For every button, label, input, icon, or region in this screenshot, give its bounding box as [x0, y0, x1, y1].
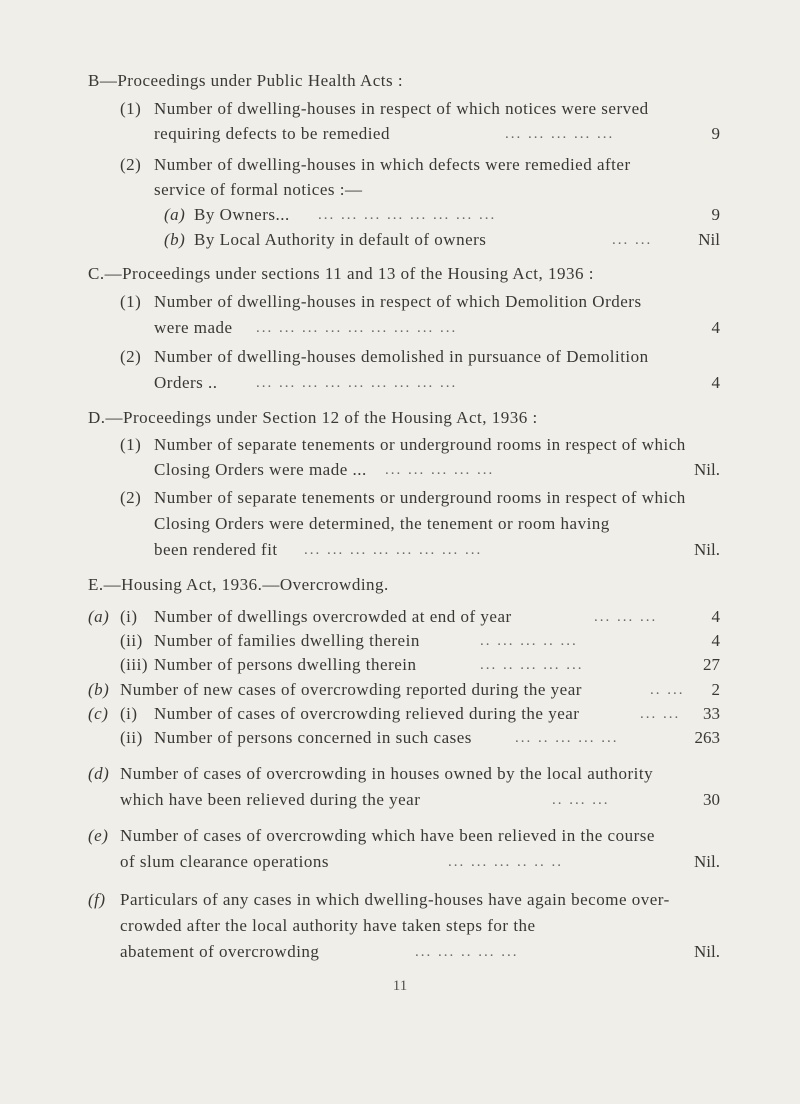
section-e-a-iii-value: 27: [703, 655, 720, 674]
leader-dots: ... ... ... ... ... ... ... ...: [318, 207, 497, 223]
item-label: (2): [120, 155, 142, 174]
section-c-item1-value: 4: [711, 318, 720, 337]
section-e-c-ii: [120, 727, 472, 749]
section-e-f: [88, 889, 670, 911]
section-e-a-i: [88, 606, 512, 628]
section-b-item2-a: [164, 204, 290, 226]
leader-dots: ... ... ...: [594, 609, 658, 625]
item-text: By Owners...: [194, 205, 290, 224]
section-d-item2-line2: Closing Orders were determined, the tenement or room having: [154, 514, 610, 533]
section-c-item1: [120, 291, 642, 313]
section-d-item2: [120, 487, 686, 509]
section-b-item1: [120, 98, 649, 120]
leader-dots: ... ... ... ... ...: [385, 462, 495, 478]
leader-dots: ... ...: [612, 232, 653, 248]
item-text: Number of new cases of overcrowding reported during the year: [120, 680, 582, 699]
item-label: (e): [88, 826, 109, 845]
section-e-c-ii-value: 263: [694, 728, 720, 747]
section-d-item1-line2: Closing Orders were made ...: [154, 460, 367, 479]
leader-dots: .. ... ... .. ...: [480, 633, 578, 649]
section-e-d-value: 30: [703, 790, 720, 809]
sub-label: (i): [120, 704, 138, 723]
sub-label: (i): [120, 607, 138, 626]
item-label: (a): [164, 205, 186, 224]
section-d-heading: D.—Proceedings under Section 12 of the Housing Act, 1936 :: [88, 408, 538, 427]
section-e-d-line2: which have been relieved during the year: [120, 790, 421, 809]
section-e-c-i-value: 33: [703, 704, 720, 723]
section-c-item2-line2: Orders ..: [154, 373, 218, 392]
section-b-item2-b: [164, 229, 486, 251]
section-d-item1-value: Nil.: [694, 460, 720, 479]
leader-dots: .. ... ...: [552, 792, 610, 808]
section-e-b: [88, 679, 582, 701]
section-c-item2-value: 4: [711, 373, 720, 392]
item-label: (1): [120, 292, 142, 311]
item-text: Number of persons concerned in such cases: [154, 728, 472, 747]
section-e-a-ii: [120, 630, 420, 652]
leader-dots: ... ... ... .. .. ..: [448, 854, 563, 870]
section-e-d: [88, 763, 653, 785]
section-e-b-value: 2: [711, 680, 720, 699]
item-label: (2): [120, 347, 142, 366]
section-e-e: [88, 825, 655, 847]
section-d-item2-line3: been rendered fit: [154, 540, 278, 559]
item-text: Number of dwelling-houses in respect of which notices were served: [154, 99, 649, 118]
section-c-item1-line2: were made: [154, 318, 233, 337]
section-c-item2: [120, 346, 649, 368]
item-text: Number of dwelling-houses in which defects were remedied after: [154, 155, 631, 174]
section-b-item2-a-value: 9: [711, 205, 720, 224]
leader-dots: ... .. ... ... ...: [515, 730, 619, 746]
item-text: Number of dwellings overcrowded at end of year: [154, 607, 512, 626]
leader-dots: ... ... ... ... ... ... ... ... ...: [256, 375, 458, 391]
item-label: (f): [88, 890, 106, 909]
item-text: Number of cases of overcrowding which have been relieved in the course: [120, 826, 655, 845]
item-text: Number of persons dwelling therein: [154, 655, 417, 674]
leader-dots: ... ... ... ... ... ... ... ...: [304, 542, 483, 558]
section-e-a-i-value: 4: [711, 607, 720, 626]
section-e-f-line2: crowded after the local authority have taken steps for the: [120, 916, 536, 935]
leader-dots: ... ... .. ... ...: [415, 944, 519, 960]
item-label: (2): [120, 488, 142, 507]
section-e-f-value: Nil.: [694, 942, 720, 961]
item-label: (b): [164, 230, 186, 249]
section-c-heading: C.—Proceedings under sections 11 and 13 of the Housing Act, 1936 :: [88, 264, 594, 283]
section-e-a-ii-value: 4: [711, 631, 720, 650]
item-text: Particulars of any cases in which dwelling-houses have again become over-: [120, 890, 670, 909]
sub-label: (ii): [120, 728, 143, 747]
section-e-e-line2: of slum clearance operations: [120, 852, 329, 871]
section-d-item1: [120, 434, 686, 456]
item-label: (b): [88, 680, 110, 699]
leader-dots: .. ...: [650, 682, 685, 698]
section-e-heading: E.—Housing Act, 1936.—Overcrowding.: [88, 575, 389, 594]
item-text: Number of separate tenements or underground rooms in respect of which: [154, 488, 686, 507]
sub-label: (iii): [120, 655, 148, 674]
section-b-item2-line2: service of formal notices :—: [154, 180, 363, 199]
item-label: (1): [120, 99, 142, 118]
section-b-item1-line2: requiring defects to be remedied: [154, 124, 390, 143]
section-e-a-iii: [120, 654, 417, 676]
item-text: Number of cases of overcrowding in houses owned by the local authority: [120, 764, 654, 783]
page-number: 11: [392, 978, 408, 994]
leader-dots: ... ...: [640, 706, 681, 722]
section-b-heading: B—Proceedings under Public Health Acts :: [88, 71, 404, 90]
item-text: Number of cases of overcrowding relieved during the year: [154, 704, 580, 723]
item-label: (1): [120, 435, 142, 454]
item-text: Number of separate tenements or underground rooms in respect of which: [154, 435, 686, 454]
section-e-c-i: [88, 703, 579, 725]
leader-dots: ... .. ... ... ...: [480, 657, 584, 673]
item-label: (d): [88, 764, 110, 783]
section-e-e-value: Nil.: [694, 852, 720, 871]
item-label: (a): [88, 607, 110, 626]
leader-dots: ... ... ... ... ... ... ... ... ...: [256, 320, 458, 336]
section-b-item1-value: 9: [711, 124, 720, 143]
item-text: By Local Authority in default of owners: [194, 230, 487, 249]
section-b-item2-b-value: Nil: [698, 230, 720, 249]
sub-label: (ii): [120, 631, 143, 650]
item-text: Number of dwelling-houses in respect of which Demolition Orders: [154, 292, 642, 311]
section-b-item2: [120, 154, 631, 176]
section-e-f-line3: abatement of overcrowding: [120, 942, 320, 961]
item-text: Number of dwelling-houses demolished in pursuance of Demolition: [154, 347, 649, 366]
item-label: (c): [88, 704, 109, 723]
item-text: Number of families dwelling therein: [154, 631, 420, 650]
section-d-item2-value: Nil.: [694, 540, 720, 559]
leader-dots: ... ... ... ... ...: [505, 126, 615, 142]
